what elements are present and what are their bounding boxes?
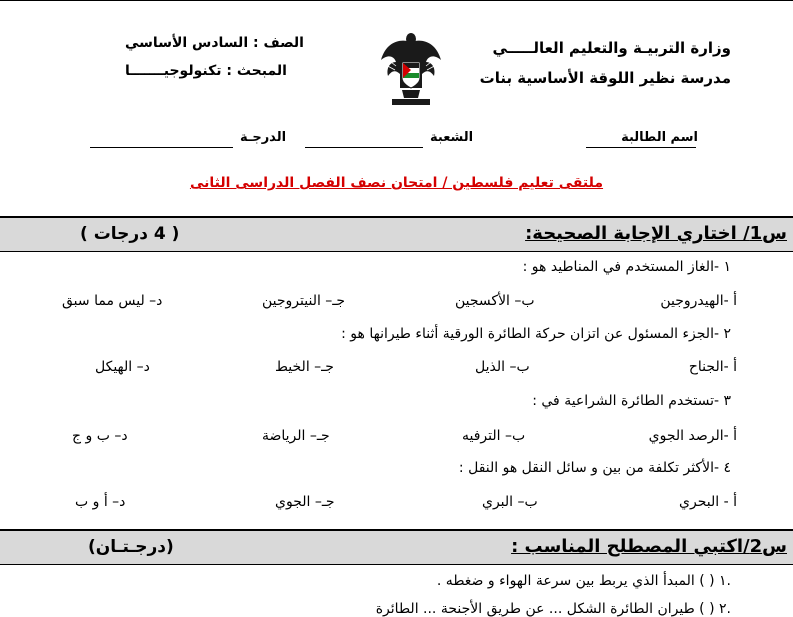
question-1: ١ -الغاز المستخدم في المناطيد هو :	[522, 259, 731, 275]
section1-marks: ( 4 درجات )	[80, 224, 180, 244]
q4-option-d[interactable]: د– أ و ب	[75, 494, 126, 510]
section1-title: س1/ اختاري الإجابة الصحيحة:	[525, 223, 787, 244]
student-name-field[interactable]	[586, 147, 696, 148]
q2-option-c[interactable]: جـ– الخيط	[275, 359, 334, 375]
q4-option-a[interactable]: أ - البحري	[679, 494, 737, 510]
exam-title: ملتقى تعليم فلسطين / امتحان نصف الفصل الدراسى الثانى	[189, 175, 604, 191]
q1-option-a[interactable]: أ -الهيدروجين	[660, 293, 737, 309]
school-name: مدرسة نظير اللوقة الأساسية بنات	[479, 69, 731, 87]
q1-option-d[interactable]: د– ليس مما سبق	[62, 293, 163, 309]
q2-option-a[interactable]: أ -الجناح	[688, 359, 737, 375]
grade-score-label: الدرجـة	[240, 130, 287, 145]
q1-option-b[interactable]: ب– الأكسجين	[455, 293, 535, 309]
q4-option-b[interactable]: ب– البري	[482, 494, 538, 510]
q2-option-b[interactable]: ب– الذيل	[475, 359, 530, 375]
section-label: الشعبة	[430, 130, 474, 145]
ministry-name: وزارة التربيـة والتعليم العالـــــي	[492, 39, 731, 57]
grade-label: الصف : السادس الأساسي	[125, 35, 304, 51]
grade-score-field[interactable]	[90, 147, 233, 148]
term-item-1	[437, 573, 731, 589]
section2-marks: (درجـتـان)	[88, 537, 174, 557]
q4-option-c[interactable]: جـ– الجوي	[275, 494, 335, 510]
question-2: ٢ -الجزء المسئول عن اتزان حركة الطائرة الورقية أثناء طيرانها هو :	[341, 326, 731, 342]
term-item-1-text: ( ) المبدأ الذي يربط بين سرعة الهواء و ضغطه .	[436, 573, 715, 589]
section2-header	[0, 529, 793, 565]
term-item-1-number: .١	[719, 573, 731, 589]
question-4: ٤ -الأكثر تكلفة من بين و سائل النقل هو النقل :	[458, 460, 731, 476]
q2-option-d[interactable]: د– الهيكل	[95, 359, 150, 375]
student-name-label: اسم الطالبة	[621, 130, 698, 145]
term-item-2-text: ( ) طيران الطائرة الشكل ... عن طريق الأجنحة ... الطائرة	[375, 601, 715, 617]
term-item-2-number: .٢	[719, 601, 731, 617]
q1-option-c[interactable]: جـ– النيتروجين	[262, 293, 346, 309]
term-item-2	[376, 601, 731, 617]
q3-option-d[interactable]: د– ب و ج	[72, 428, 128, 444]
section-field[interactable]	[305, 147, 423, 148]
subject-label: المبحث : تكنولوجيـــــــا	[125, 63, 287, 79]
section1-header	[0, 216, 793, 252]
q3-option-c[interactable]: جـ– الرياضة	[262, 428, 330, 444]
q3-option-a[interactable]: أ -الرصد الجوي	[648, 428, 737, 444]
section2-title: س2/اكتبي المصطلح المناسب :	[511, 536, 787, 557]
palestine-eagle-emblem-icon	[378, 28, 444, 108]
q3-option-b[interactable]: ب– الترفيه	[462, 428, 526, 444]
question-3: ٣ -تستخدم الطائرة الشراعية في :	[532, 393, 731, 409]
